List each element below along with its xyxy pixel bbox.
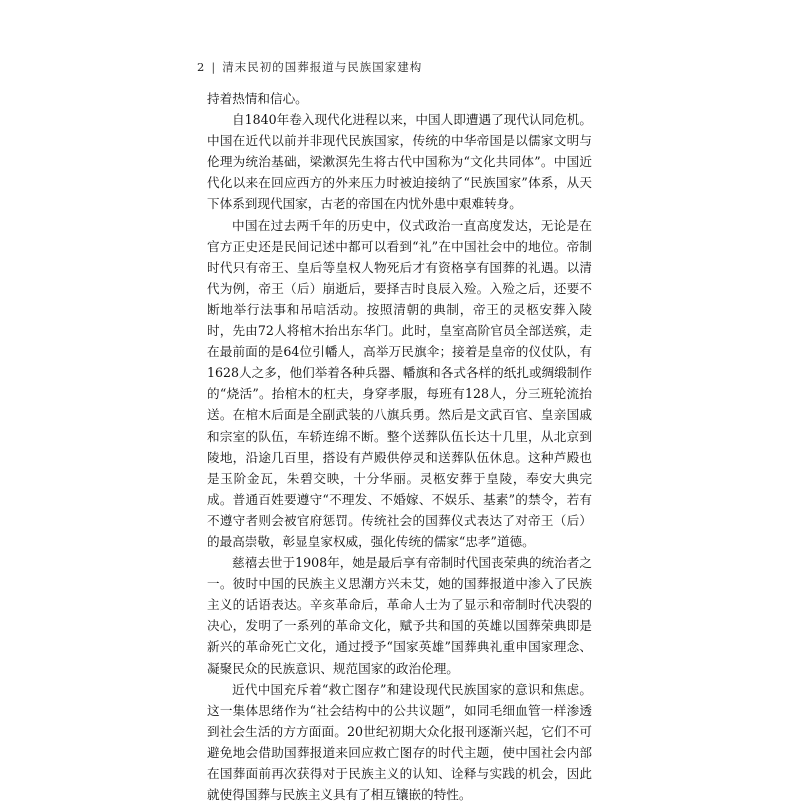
paragraph-qing-funeral: 中国在过去两千年的历史中，仪式政治一直高度发达，无论是在官方正史还是民间记述中都可以看到“礼”在中国社会中的地位。帝制时代只有帝王、皇后等皇权人物死后才有资格享有国葬的礼遇。以清代为例，帝王（后）崩逝后，要择吉时良辰入殓。入殓之后，还要不断地举行法事和吊唁活动。按照清朝的典制，帝王的灵柩安葬入陵时，先由72人将棺木抬出东华门。此时，皇室高阶官员全部送殡，走在最前面的是64位引幡人，高举万民旗伞；接着是皇帝的仪仗队，有1628人之多，他们举着各种兵器、幡旗和各式各样的纸扎或绸缎制作的“烧活”。抬棺木的杠夫，身穿孝服，每班有128人，分三班轮流抬送。在棺木后面是全副武装的八旗兵勇。然后是文武百官、皇亲国戚和宗室的队伍，车轿连绵不断。整个送葬队伍长达十几里，从北京到陵地，沿途几百里，搭设有芦殿供停灵和送葬队伍休息。这种芦殿也是玉阶金瓦，朱碧交映，十分华丽。灵柩安葬于皇陵，奉安大典完成。普通百姓要遵守“不理发、不婚嫁、不娱乐、基素”的禁令，若有不遵守者则会被官府惩罚。传统社会的国葬仪式表达了对帝王（后）的最高崇敬，彰显皇家权威，强化传统的儒家“忠孝”道德。 [207,217,592,549]
body-text [207,88,592,805]
paragraph-continuation: 持着热情和信心。 [207,91,308,106]
running-header [197,59,597,77]
paragraph-modernization: 自1840年卷入现代化进程以来，中国人即遭遇了现代认同危机。中国在近代以前并非现代民族国家，传统的中华帝国是以儒家文明与伦理为统治基础，梁漱溟先生将古代中国称为“文化共同体”。中国近代化以来在回应西方的外来压力时被迫接纳了“民族国家”体系，从天下体系到现代国家，古老的帝国在内忧外患中艰难转身。 [207,112,592,212]
book-title: 清末民初的国葬报道与民族国家建构 [222,60,423,74]
page-number: 2 [197,60,206,74]
paragraph-cixi: 慈禧去世于1908年，她是最后享有帝制时代国丧荣典的统治者之一。彼时中国的民族主义思潮方兴未艾，她的国葬报道中渗入了民族主义的话语表达。辛亥革命后，革命人士为了显示和帝制时代决裂的决心，发明了一系列的革命文化，赋予共和国的英雄以国葬荣典即是新兴的革命死亡文化，通过授予“国家英雄”国葬典礼重申国家理念、凝聚民众的民族意识、规范国家的政治伦理。 [207,555,592,676]
paragraph-nationalism: 近代中国充斥着“救亡图存”和建设现代民族国家的意识和焦虑。这一集体思绪作为“社会结构中的公共议题”，如同毛细血管一样渗透到社会生活的方方面面。20世纪初期大众化报刊逐渐兴起，它们不可避免地会借助国葬报道来回应救亡图存的时代主题，使中国社会内部在国葬面前再次获得对于民族主义的认知、诠释与实践的机会，因此就使得国葬与民族主义具有了相互镶嵌的特性。 [207,681,592,803]
header-separator: | [211,60,217,74]
